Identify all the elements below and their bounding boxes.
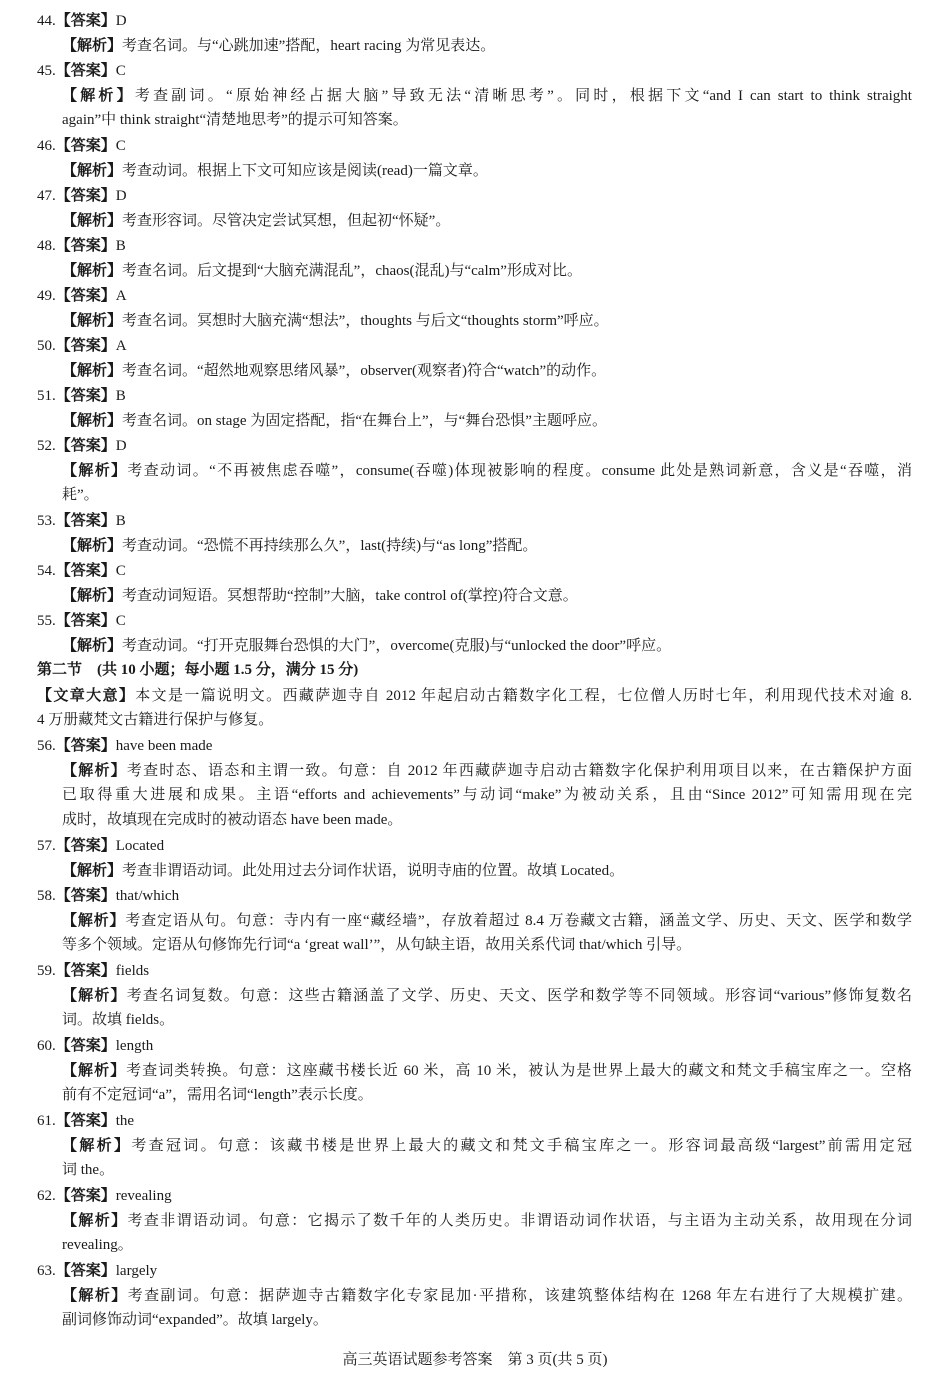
- answer-label: 【答案】: [55, 511, 116, 529]
- analysis-label: 【解析】: [62, 911, 126, 929]
- analysis-line: [37, 1083, 912, 1108]
- analysis-text: 词。故填 fields。: [62, 1012, 175, 1028]
- answer-line: [37, 58, 912, 83]
- analysis-text: 考查词类转换。句意：这座藏书楼长近 60 米，高 10 米，被认为是世界上最大的藏文和梵文手稿宝库之一。空格: [126, 1063, 912, 1079]
- question-number: 54.: [37, 563, 56, 579]
- analysis-line: [37, 1308, 912, 1333]
- answer-value: fields: [115, 963, 150, 979]
- answer-value: C: [115, 138, 126, 154]
- answer-label: 【答案】: [55, 611, 116, 629]
- answer-label: 【答案】: [55, 11, 116, 29]
- answer-value: B: [115, 513, 126, 529]
- analysis-label: 【解析】: [62, 261, 123, 279]
- answer-value: C: [115, 613, 126, 629]
- answer-line: [37, 283, 912, 308]
- analysis-line: [37, 858, 912, 883]
- analysis-text: 考查非谓语动词。此处用过去分词作状语，说明寺庙的位置。故填 Located。: [122, 863, 625, 879]
- answer-label: 【答案】: [55, 61, 116, 79]
- answer-label: 【答案】: [55, 1036, 116, 1054]
- analysis-text: 成时，故填现在完成时的被动语态 have been made。: [62, 812, 403, 828]
- answer-line: [37, 333, 912, 358]
- answer-line: [37, 558, 912, 583]
- answer-label: 【答案】: [55, 836, 116, 854]
- analysis-line: [37, 258, 912, 283]
- analysis-line: [37, 33, 912, 58]
- question-number: 49.: [37, 288, 56, 304]
- answer-label: 【答案】: [55, 136, 116, 154]
- analysis-line: [37, 583, 912, 608]
- analysis-label: 【解析】: [62, 986, 127, 1004]
- analysis-label: 【解析】: [62, 311, 123, 329]
- analysis-text: 考查动词。根据上下文可知应该是阅读(read)一篇文章。: [122, 163, 488, 179]
- analysis-label: 【解析】: [62, 361, 123, 379]
- analysis-line: [37, 358, 912, 383]
- analysis-line: [37, 1283, 912, 1308]
- analysis-label: 【解析】: [62, 461, 128, 479]
- analysis-label: 【解析】: [62, 536, 123, 554]
- analysis-label: 【解析】: [62, 1211, 128, 1229]
- answer-value: revealing: [115, 1188, 172, 1204]
- question-number: 57.: [37, 838, 56, 854]
- analysis-line: [37, 458, 912, 483]
- analysis-text: 词 the。: [62, 1162, 115, 1178]
- analysis-text: 等多个领域。定语从句修饰先行词“a ‘great wall’”，从句缺主语，故用关系代词 that/which 引导。: [62, 937, 692, 953]
- answer-label: 【答案】: [55, 286, 116, 304]
- answer-value: A: [115, 338, 127, 354]
- answer-label: 【答案】: [55, 561, 116, 579]
- answer-line: [37, 1258, 912, 1283]
- summary-line: [37, 683, 912, 708]
- question-number: 61.: [37, 1113, 56, 1129]
- summary-text: 本文是一篇说明文。西藏萨迦寺自 2012 年起启动古籍数字化工程，七位僧人历时七年，利用现代技术对逾 8.: [135, 688, 912, 704]
- answer-label: 【答案】: [55, 1111, 116, 1129]
- analysis-text: revealing。: [62, 1237, 133, 1253]
- answer-line: [37, 1033, 912, 1058]
- analysis-line: [37, 983, 912, 1008]
- question-number: 56.: [37, 738, 56, 754]
- analysis-line: [37, 1208, 912, 1233]
- analysis-text: 考查名词。与“心跳加速”搭配，heart racing 为常见表达。: [122, 38, 496, 54]
- analysis-text: 考查名词。“超然地观察思绪风暴”，observer(观察者)符合“watch”的动作。: [122, 363, 607, 379]
- analysis-line: [37, 533, 912, 558]
- answer-line: [37, 433, 912, 458]
- question-number: 60.: [37, 1038, 56, 1054]
- question-number: 58.: [37, 888, 56, 904]
- analysis-text: 考查时态、语态和主谓一致。句意：自 2012 年西藏萨迦寺启动古籍数字化保护利用项目以来，在古籍保护方面: [126, 763, 912, 779]
- answer-value: largely: [115, 1263, 158, 1279]
- answer-line: [37, 1108, 912, 1133]
- answer-document: [37, 8, 912, 1333]
- answer-label: 【答案】: [55, 236, 116, 254]
- analysis-text: 前有不定冠词“a”，需用名词“length”表示长度。: [62, 1087, 373, 1103]
- analysis-label: 【解析】: [62, 1061, 127, 1079]
- answer-line: [37, 608, 912, 633]
- analysis-line: [37, 483, 912, 508]
- analysis-text: 考查非谓语动词。句意：它揭示了数千年的人类历史。非谓语动词作状语，与主语为主动关系，故用现在分词: [127, 1213, 912, 1229]
- answer-value: have been made: [115, 738, 213, 754]
- answer-value: D: [115, 188, 127, 204]
- analysis-line: [37, 108, 912, 133]
- answer-label: 【答案】: [55, 1186, 116, 1204]
- analysis-line: [37, 783, 912, 808]
- analysis-label: 【解析】: [62, 161, 123, 179]
- analysis-line: [37, 1008, 912, 1033]
- answer-label: 【答案】: [55, 336, 116, 354]
- answer-value: D: [115, 438, 127, 454]
- analysis-text: 考查动词。“打开克服舞台恐惧的大门”，overcome(克服)与“unlocked the door”呼应。: [122, 638, 672, 654]
- question-number: 53.: [37, 513, 56, 529]
- answer-value: length: [115, 1038, 154, 1054]
- answer-line: [37, 508, 912, 533]
- analysis-line: [37, 808, 912, 833]
- answer-value: B: [115, 238, 126, 254]
- analysis-label: 【解析】: [62, 211, 123, 229]
- analysis-text: 考查形容词。尽管决定尝试冥想，但起初“怀疑”。: [122, 213, 451, 229]
- analysis-line: [37, 83, 912, 108]
- analysis-label: 【解析】: [62, 861, 123, 879]
- analysis-label: 【解析】: [62, 86, 135, 104]
- analysis-text: 已取得重大进展和成果。主语“efforts and achievements”与动词“make”为被动关系，且由“Since 2012”可知需用现在完: [62, 787, 912, 803]
- answer-value: A: [115, 288, 127, 304]
- answer-label: 【答案】: [55, 436, 116, 454]
- analysis-label: 【解析】: [62, 411, 123, 429]
- question-number: 47.: [37, 188, 56, 204]
- answer-label: 【答案】: [55, 186, 116, 204]
- analysis-line: [37, 758, 912, 783]
- question-number: 46.: [37, 138, 56, 154]
- question-number: 63.: [37, 1263, 56, 1279]
- analysis-text: 考查副词。“原始神经占据大脑”导致无法“清晰思考”。同时，根据下文“and I can start to think straight: [134, 88, 912, 104]
- analysis-label: 【解析】: [62, 36, 123, 54]
- summary-line: [37, 708, 912, 733]
- answer-value: that/which: [115, 888, 180, 904]
- analysis-label: 【解析】: [62, 1136, 132, 1154]
- answer-line: [37, 1183, 912, 1208]
- analysis-label: 【解析】: [62, 586, 123, 604]
- answer-label: 【答案】: [55, 961, 116, 979]
- analysis-line: [37, 408, 912, 433]
- analysis-line: [37, 308, 912, 333]
- question-number: 45.: [37, 63, 56, 79]
- answer-label: 【答案】: [55, 886, 116, 904]
- analysis-label: 【解析】: [62, 761, 127, 779]
- summary-text: 4 万册藏梵文古籍进行保护与修复。: [37, 712, 274, 728]
- analysis-text: 考查动词。“不再被焦虑吞噬”，consume(吞噬)体现被影响的程度。consume 此处是熟词新意，含义是“吞噬，消: [127, 463, 912, 479]
- answer-value: C: [115, 563, 126, 579]
- answer-value: C: [115, 63, 126, 79]
- analysis-text: 考查副词。句意：据萨迦寺古籍数字化专家昆加·平措称，该建筑整体结构在 1268 年左右进行了大规模扩建。: [127, 1288, 912, 1304]
- question-number: 55.: [37, 613, 56, 629]
- summary-label: 【文章大意】: [37, 686, 136, 704]
- analysis-line: [37, 1233, 912, 1258]
- analysis-text: 耗”。: [62, 487, 99, 503]
- answer-line: [37, 958, 912, 983]
- answer-line: [37, 833, 912, 858]
- analysis-text: 考查名词。后文提到“大脑充满混乱”，chaos(混乱)与“calm”形成对比。: [122, 263, 582, 279]
- answer-value: the: [115, 1113, 135, 1129]
- analysis-text: 考查名词。冥想时大脑充满“想法”，thoughts 与后文“thoughts storm”呼应。: [122, 313, 609, 329]
- answer-line: [37, 383, 912, 408]
- question-number: 50.: [37, 338, 56, 354]
- analysis-text: 考查定语从句。句意：寺内有一座“藏经墙”，存放着超过 8.4 万卷藏文古籍，涵盖文学、历史、天文、医学和数学: [125, 913, 912, 929]
- analysis-label: 【解析】: [62, 636, 123, 654]
- answer-line: [37, 183, 912, 208]
- analysis-line: [37, 208, 912, 233]
- analysis-label: 【解析】: [62, 1286, 128, 1304]
- analysis-line: [37, 933, 912, 958]
- analysis-line: [37, 1058, 912, 1083]
- analysis-line: [37, 1133, 912, 1158]
- question-number: 48.: [37, 238, 56, 254]
- answer-value: B: [115, 388, 126, 404]
- answer-line: [37, 8, 912, 33]
- analysis-text: again”中 think straight“清楚地思考”的提示可知答案。: [62, 112, 408, 128]
- answer-value: D: [115, 13, 127, 29]
- answer-line: [37, 233, 912, 258]
- question-number: 51.: [37, 388, 56, 404]
- analysis-text: 考查名词。on stage 为固定搭配，指“在舞台上”，与“舞台恐惧”主题呼应。: [122, 413, 607, 429]
- page-footer: 高三英语试题参考答案 第 3 页(共 5 页): [342, 1352, 608, 1368]
- analysis-text: 考查名词复数。句意：这些古籍涵盖了文学、历史、天文、医学和数学等不同领域。形容词“various”修饰复数名: [126, 988, 912, 1004]
- answer-line: [37, 733, 912, 758]
- analysis-line: [37, 1158, 912, 1183]
- question-number: 44.: [37, 13, 56, 29]
- analysis-text: 副词修饰动词“expanded”。故填 largely。: [62, 1312, 328, 1328]
- question-number: 59.: [37, 963, 56, 979]
- question-number: 52.: [37, 438, 56, 454]
- analysis-line: [37, 633, 912, 658]
- section-heading: 第二节 (共 10 小题；每小题 1.5 分，满分 15 分): [37, 662, 359, 678]
- answer-value: Located: [115, 838, 165, 854]
- analysis-text: 考查动词。“恐慌不再持续那么久”，last(持续)与“as long”搭配。: [122, 538, 538, 554]
- analysis-line: [37, 908, 912, 933]
- answer-line: [37, 883, 912, 908]
- answer-label: 【答案】: [55, 736, 116, 754]
- analysis-text: 考查冠词。句意：该藏书楼是世界上最大的藏文和梵文手稿宝库之一。形容词最高级“largest”前需用定冠: [131, 1138, 912, 1154]
- answer-label: 【答案】: [55, 386, 116, 404]
- question-number: 62.: [37, 1188, 56, 1204]
- answer-line: [37, 133, 912, 158]
- analysis-text: 考查动词短语。冥想帮助“控制”大脑，take control of(掌控)符合文意。: [122, 588, 578, 604]
- answer-label: 【答案】: [55, 1261, 116, 1279]
- analysis-line: [37, 158, 912, 183]
